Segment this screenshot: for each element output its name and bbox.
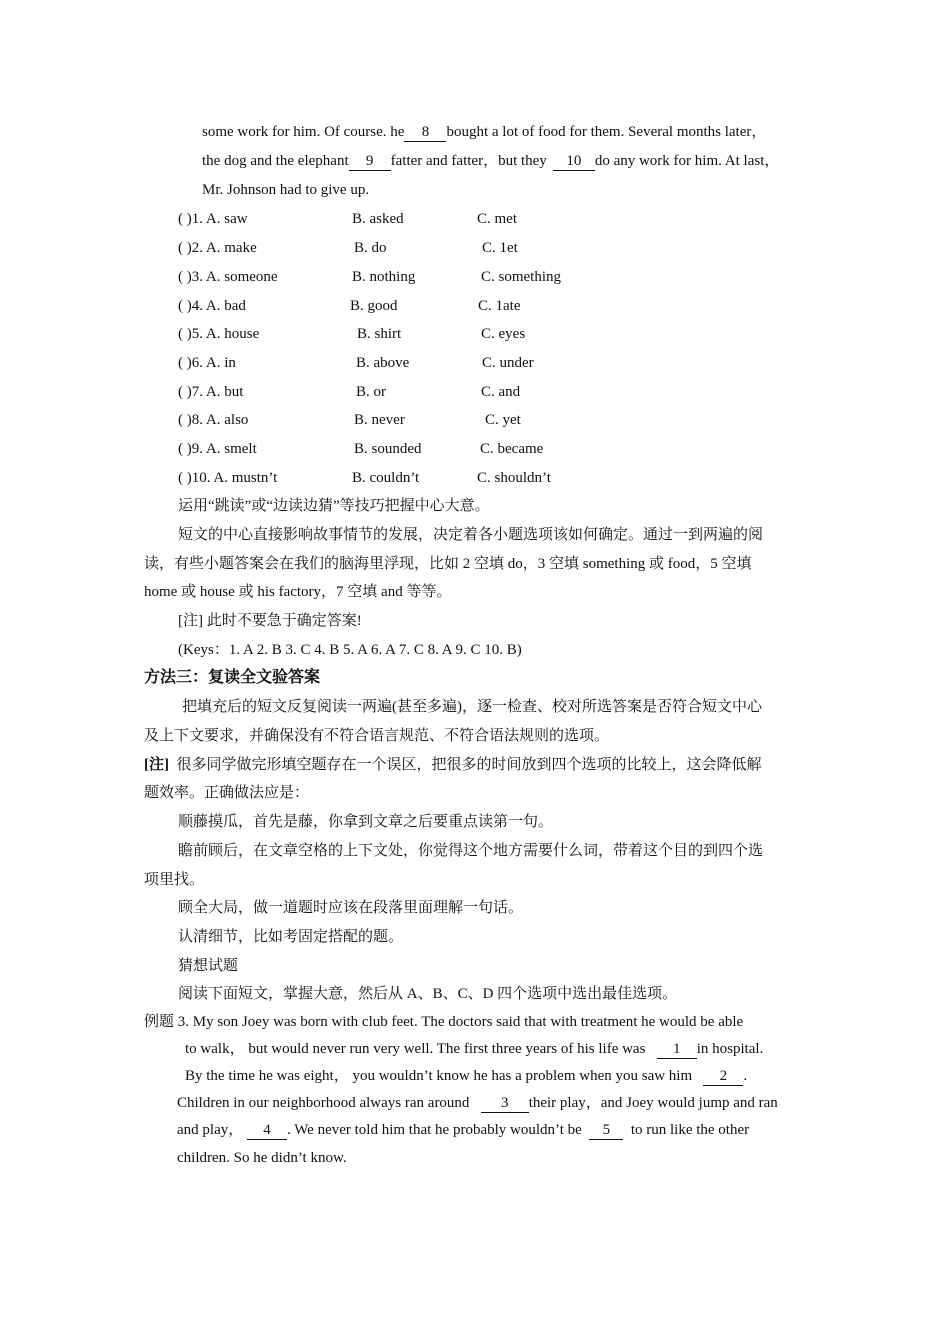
question-3-c: C. something: [481, 269, 562, 285]
question-8-b: B. never: [354, 412, 405, 428]
question-5-b: B. shirt: [357, 326, 402, 342]
tip-4: 认清细节，比如考固定搭配的题。: [178, 929, 404, 945]
tip-1: 顺藤摸瓜，首先是藤，你拿到文章之后要重点读第一句。: [178, 814, 554, 830]
question-5-c: C. eyes: [481, 326, 526, 342]
tip-6: 阅读下面短文，掌握大意，然后从 A、B、C、D 四个选项中选出最佳选项。: [178, 986, 678, 1002]
tip-2-line-2: 项里找。: [144, 872, 205, 888]
question-8-a: ( )8. A. also: [178, 412, 249, 428]
note-2-line-1: [注] 很多同学做完形填空题存在一个误区，把很多的时间放到四个选项的比较上，这会降低解: [144, 757, 762, 773]
question-2-b: B. do: [354, 240, 387, 256]
blank-10: 10: [553, 153, 595, 171]
example-blank-1: 1: [657, 1041, 697, 1059]
question-7-b: B. or: [356, 384, 386, 400]
question-5-a: ( )5. A. house: [178, 326, 260, 342]
passage-line-1: some work for him. Of course. he 8 bought a lot of food for them. Several months later，: [202, 124, 767, 140]
question-10-a: ( )10. A. mustn’t: [178, 470, 278, 486]
center-para-line-1: 短文的中心直接影响故事情节的发展，决定着各小题选项该如何确定。通过一到两遍的阅: [178, 527, 764, 543]
method-3-para-line-2: 及上下文要求，并确保没有不符合语言规范、不符合语法规则的选项。: [144, 728, 610, 744]
question-4-b: B. good: [350, 298, 398, 314]
example-3-line-6: children. So he didn’t know.: [177, 1150, 347, 1166]
note-2-line-2: 题效率。正确做法应是：: [144, 785, 310, 801]
method-3-heading: 方法三：复读全文验答案: [144, 669, 321, 686]
tip-line: 运用“跳读”或“边读边猜”等技巧把握中心大意。: [178, 498, 490, 514]
method-3-para-line-1: 把填充后的短文反复阅读一两遍(甚至多遍)，逐一检查、校对所选答案是否符合短文中心: [182, 699, 762, 715]
question-2-c: C. 1et: [482, 240, 518, 256]
question-10-b: B. couldn’t: [352, 470, 420, 486]
question-4-a: ( )4. A. bad: [178, 298, 246, 314]
blank-8: 8: [404, 124, 446, 142]
question-9-a: ( )9. A. smelt: [178, 441, 257, 457]
question-10-c: C. shouldn’t: [477, 470, 551, 486]
center-para-line-3: home 或 house 或 his factory，7 空填 and 等等。: [144, 584, 452, 600]
question-6-c: C. under: [482, 355, 534, 371]
question-6-b: B. above: [356, 355, 410, 371]
question-1-c: C. met: [477, 211, 517, 227]
question-6-a: ( )6. A. in: [178, 355, 236, 371]
tip-5: 猜想试题: [178, 958, 239, 974]
question-4-c: C. 1ate: [478, 298, 521, 314]
passage-line-3: Mr. Johnson had to give up.: [202, 182, 370, 198]
answer-keys: (Keys：1. A 2. B 3. C 4. B 5. A 6. A 7. C 8. A 9. C 10. B): [178, 642, 522, 658]
question-3-a: ( )3. A. someone: [178, 269, 278, 285]
question-9-b: B. sounded: [354, 441, 422, 457]
question-3-b: B. nothing: [352, 269, 416, 285]
blank-9: 9: [349, 153, 391, 171]
note-2-label: [注]: [144, 757, 169, 773]
question-8-c: C. yet: [485, 412, 521, 428]
tip-2-line-1: 瞻前顾后，在文章空格的上下文处，你觉得这个地方需要什么词，带着这个目的到四个选: [178, 843, 764, 859]
question-7-a: ( )7. A. but: [178, 384, 244, 400]
question-1-b: B. asked: [352, 211, 404, 227]
question-1-a: ( )1. A. saw: [178, 211, 248, 227]
tip-3: 顾全大局，做一道题时应该在段落里面理解一句话。: [178, 900, 524, 916]
question-2-a: ( )2. A. make: [178, 240, 257, 256]
question-9-c: C. became: [480, 441, 544, 457]
example-3-line-4: Children in our neighborhood always ran around 3 their play，and Joey would jump and ran: [177, 1095, 778, 1111]
example-3-line-3: By the time he was eight， you wouldn’t know he has a problem when you saw him 2 .: [185, 1068, 748, 1084]
question-7-c: C. and: [481, 384, 521, 400]
passage-line-2: the dog and the elephant 9 fatter and fatter，but they 10 do any work for him. At last，: [202, 153, 780, 169]
example-blank-3: 3: [481, 1095, 529, 1113]
center-para-line-2: 读，有些小题答案会在我们的脑海里浮现，比如 2 空填 do，3 空填 something 或 food，5 空填: [144, 556, 752, 572]
example-3-line-1: 例题 3. My son Joey was born with club feet. The doctors said that with treatment he would be able: [144, 1014, 744, 1030]
example-blank-4: 4: [247, 1122, 287, 1140]
example-3-line-2: to walk， but would never run very well. The first three years of his life was 1 in hospital.: [185, 1041, 764, 1057]
example-blank-5: 5: [589, 1122, 623, 1140]
example-blank-2: 2: [703, 1068, 743, 1086]
note-1: [注] 此时不要急于确定答案!: [178, 613, 362, 629]
example-3-line-5: and play， 4 . We never told him that he probably wouldn’t be 5 to run like the other: [177, 1122, 750, 1138]
